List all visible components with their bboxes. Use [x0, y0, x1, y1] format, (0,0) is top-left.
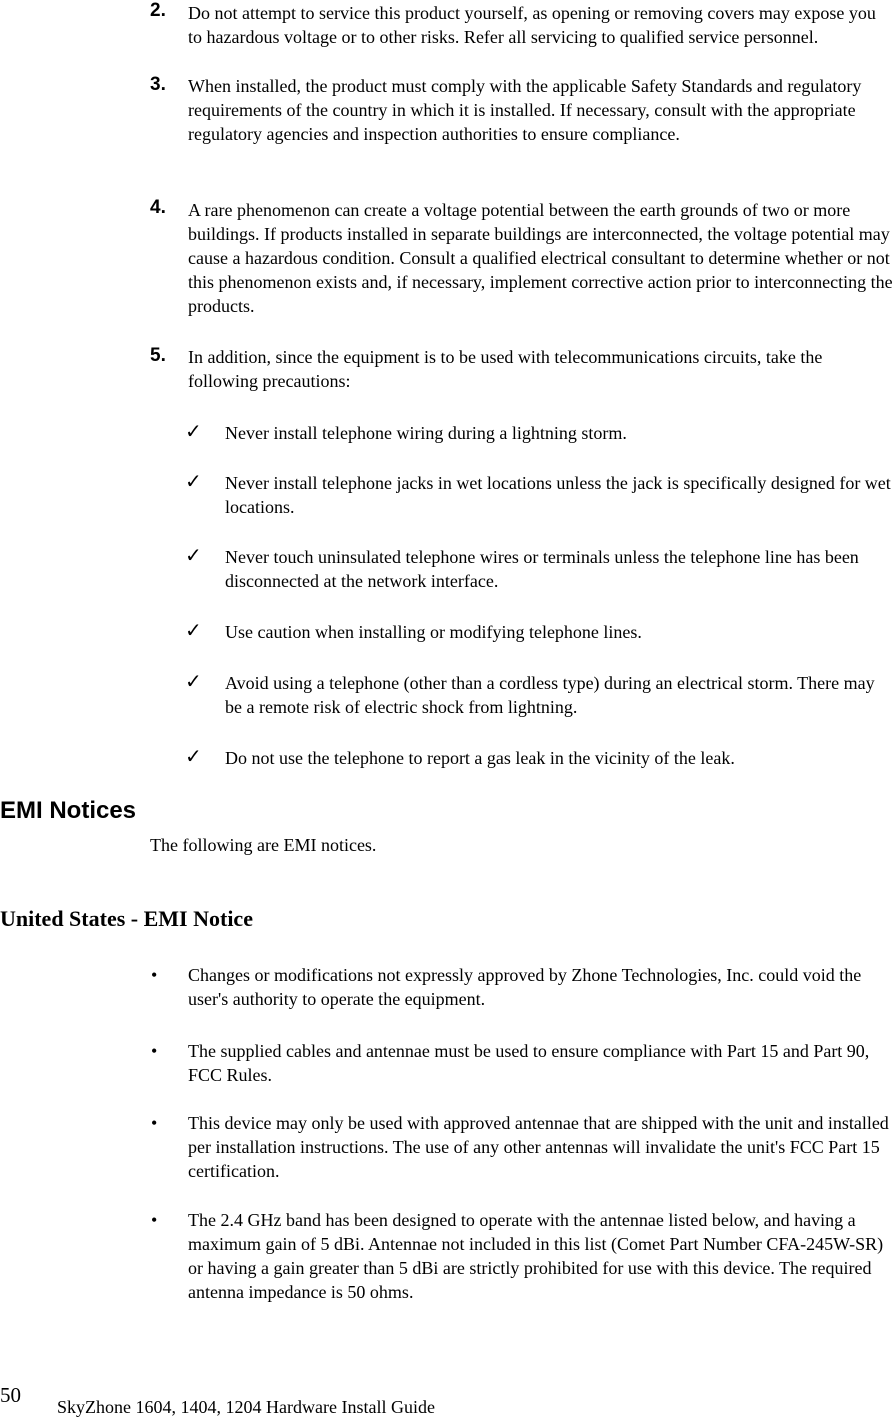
- item-text: In addition, since the equipment is to be used with telecommunications circuits, take the following precautions:: [188, 347, 823, 391]
- notice-item: The 2.4 GHz band has been designed to operate with the antennae listed below, and having a maximum gain of 5 dBi. Antennae not included in this list (Comet Part Number CFA-245W-SR) or having a gain greater than 5 dBi are strictly prohibited for use with this device. The required antenna impedance is 50 ohms.: [188, 1210, 884, 1302]
- precaution-item: Do not use the telephone to report a gas leak in the vicinity of the leak.: [225, 748, 735, 768]
- item-number: 4.: [150, 197, 166, 218]
- section-intro: The following are EMI notices.: [150, 835, 377, 855]
- section-heading: EMI Notices: [0, 797, 137, 824]
- bullet-icon: •: [151, 1041, 158, 1061]
- notice-item: The supplied cables and antennae must be used to ensure compliance with Part 15 and Part 90, FCC Rules.: [188, 1041, 870, 1085]
- page-number: 50: [0, 1383, 21, 1407]
- checkmark-icon: ✓: [185, 469, 202, 493]
- checkmark-icon: ✓: [185, 543, 202, 567]
- checkmark-icon: ✓: [185, 744, 202, 768]
- item-text: When installed, the product must comply with the applicable Safety Standards and regulatory requirements of the country in which it is installed. If necessary, consult with the appropriate regulatory agencies and inspection authorities to ensure compliance.: [188, 76, 862, 144]
- item-text: A rare phenomenon can create a voltage potential between the earth grounds of two or more buildings. If products installed in separate buildings are interconnected, the voltage potential may cause a hazardous condition. Consult a qualified electrical consultant to determine whether or not this phenomenon exists and, if necessary, implement corrective action prior to interconnecting the products.: [188, 200, 893, 316]
- precaution-item: Avoid using a telephone (other than a cordless type) during an electrical storm. There may be a remote risk of electric shock from lightning.: [225, 673, 875, 717]
- notice-item: This device may only be used with approved antennae that are shipped with the unit and installed per installation instructions. The use of any other antennas will invalidate the unit's FCC Part 15 certification.: [188, 1113, 889, 1181]
- item-text: Do not attempt to service this product yourself, as opening or removing covers may expose you to hazardous voltage or to other risks. Refer all servicing to qualified service personnel.: [188, 3, 876, 47]
- notice-item: Changes or modifications not expressly approved by Zhone Technologies, Inc. could void the user's authority to operate the equipment.: [188, 965, 862, 1009]
- checkmark-icon: ✓: [185, 669, 202, 693]
- bullet-icon: •: [151, 1210, 158, 1230]
- bullet-icon: •: [151, 1113, 158, 1133]
- bullet-icon: •: [151, 965, 158, 985]
- precaution-item: Never touch uninsulated telephone wires or terminals unless the telephone line has been disconnected at the network interface.: [225, 547, 859, 591]
- precaution-item: Never install telephone jacks in wet locations unless the jack is specifically designed for wet locations.: [225, 473, 891, 517]
- precaution-item: Use caution when installing or modifying telephone lines.: [225, 622, 642, 642]
- checkmark-icon: ✓: [185, 618, 202, 642]
- footer-title: SkyZhone 1604, 1404, 1204 Hardware Install Guide: [57, 1397, 435, 1417]
- item-number: 3.: [150, 74, 166, 95]
- item-number: 2.: [150, 0, 166, 21]
- item-number: 5.: [150, 345, 166, 366]
- subsection-heading: United States - EMI Notice: [0, 906, 253, 931]
- checkmark-icon: ✓: [185, 419, 202, 443]
- precaution-item: Never install telephone wiring during a lightning storm.: [225, 423, 627, 443]
